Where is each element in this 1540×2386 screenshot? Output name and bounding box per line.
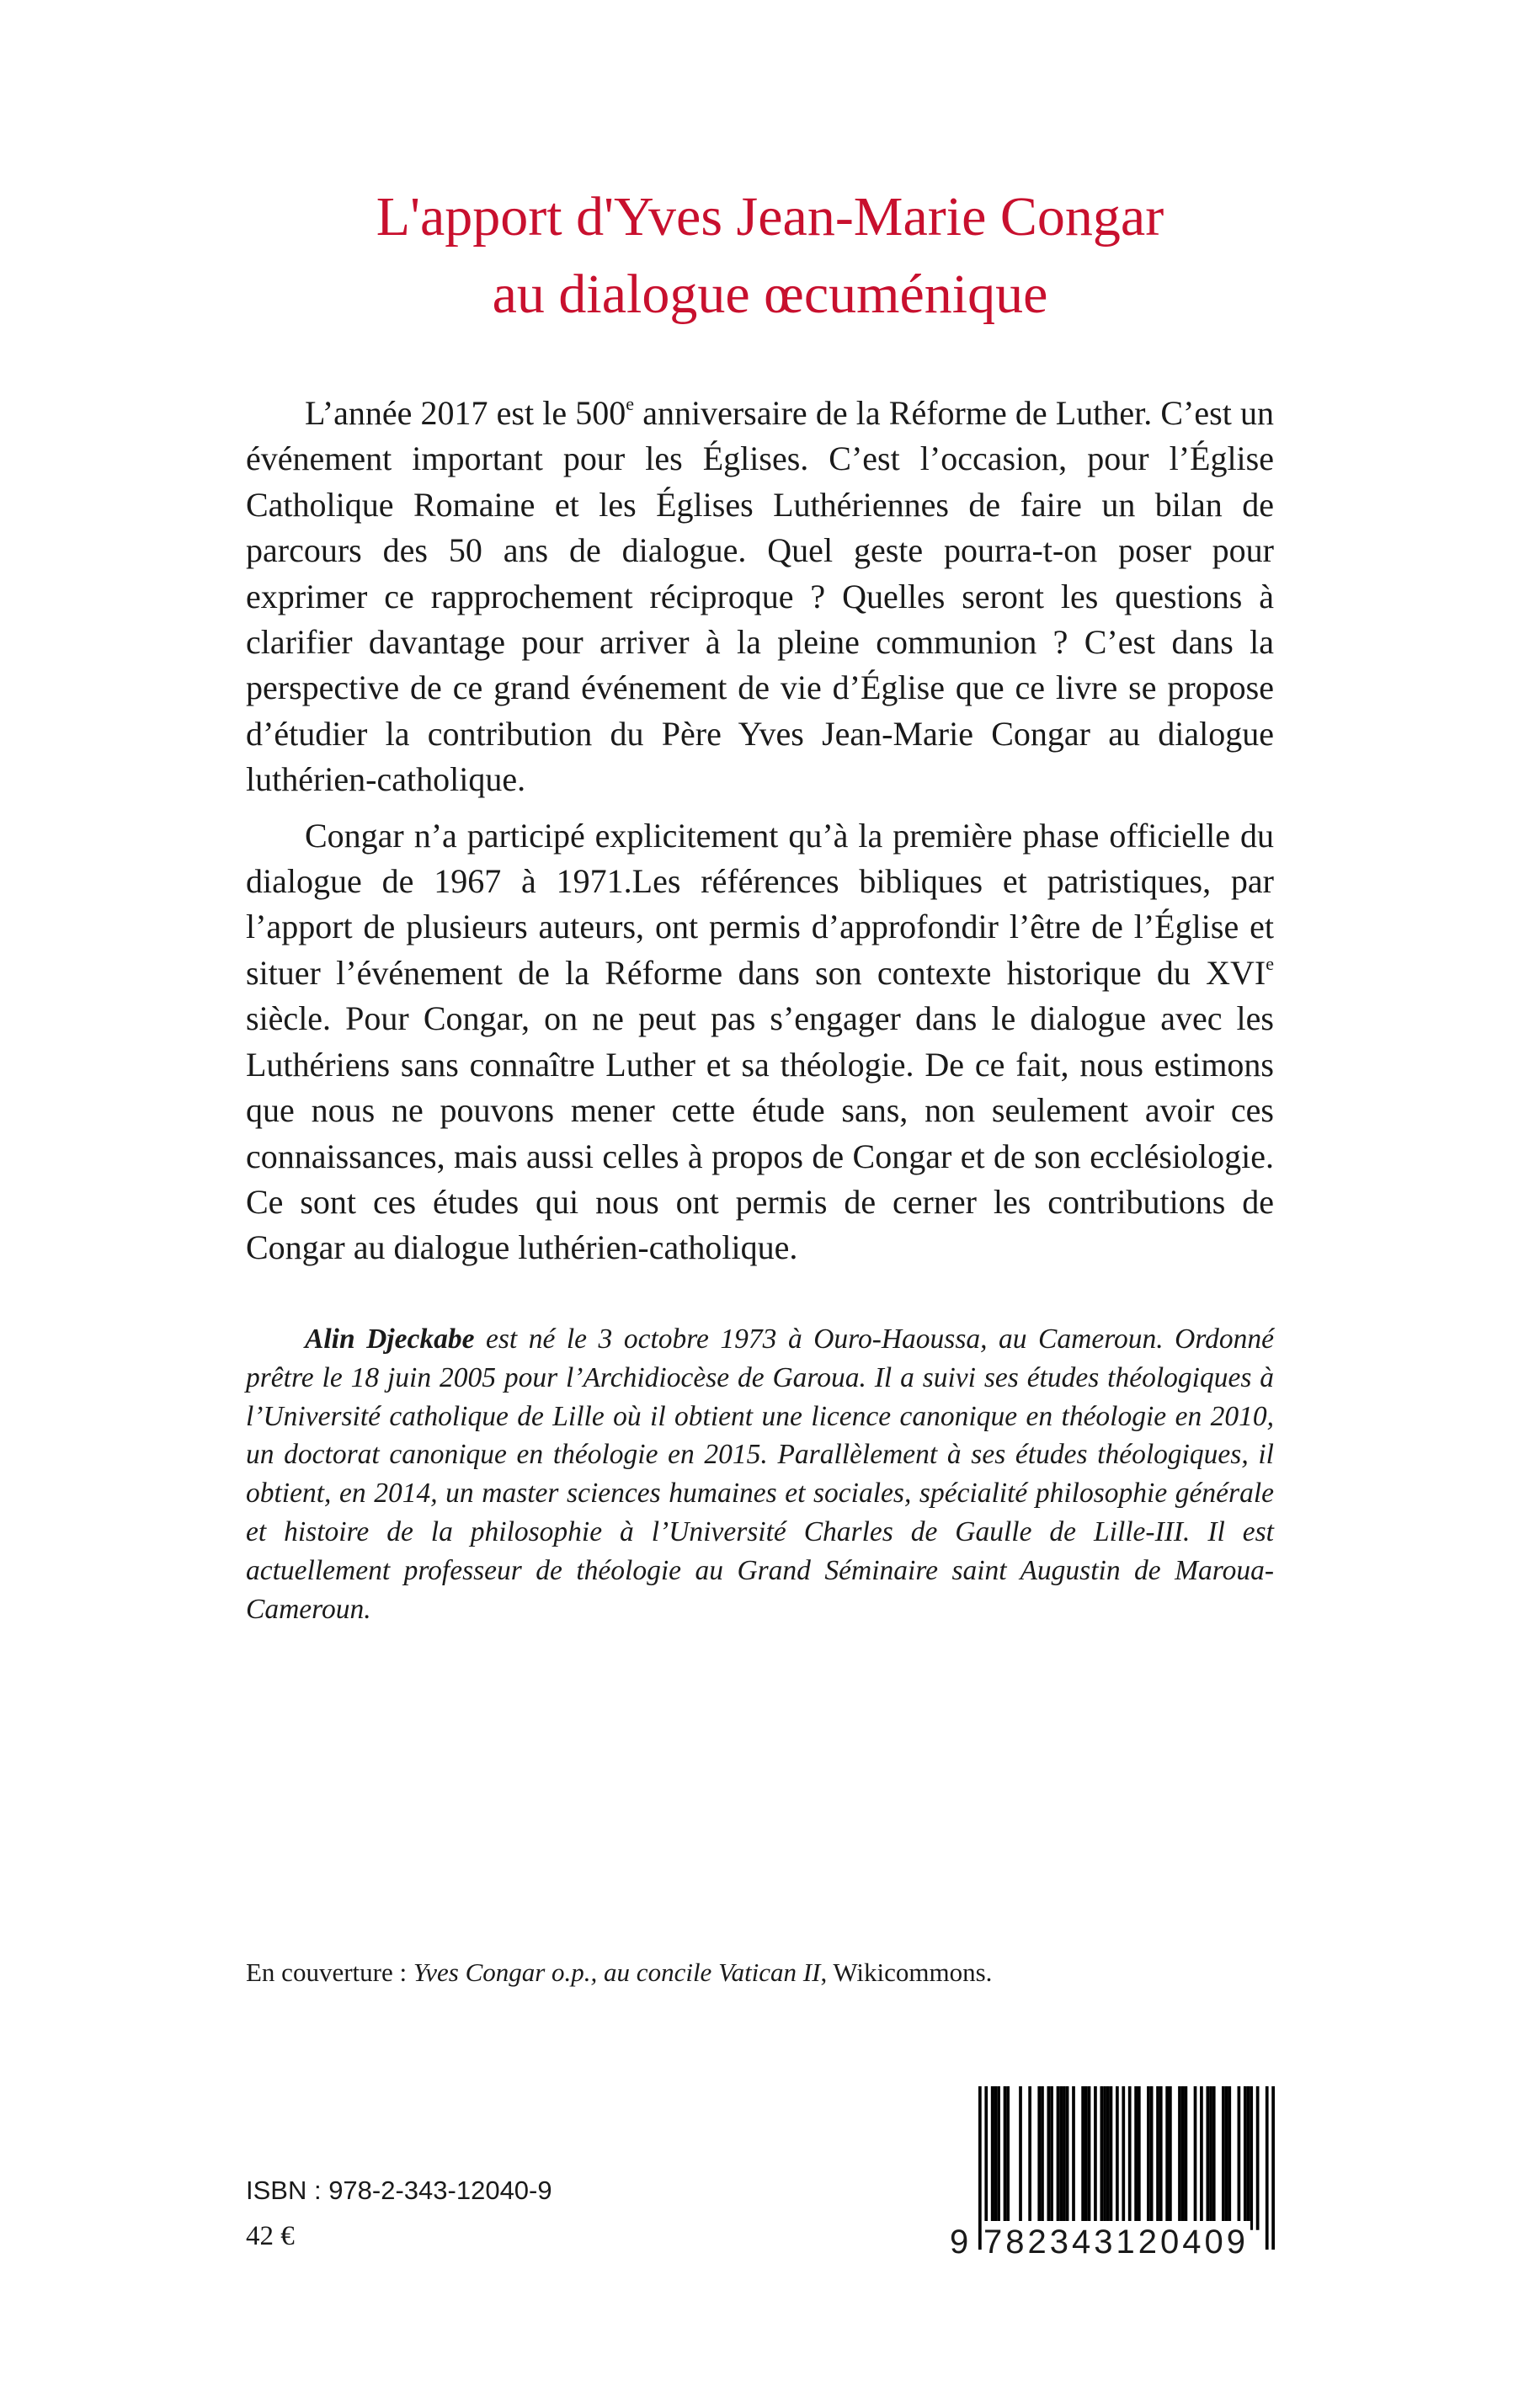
barcode-bar — [1006, 2086, 1010, 2230]
barcode-bar — [1116, 2086, 1119, 2230]
barcode-bar — [1004, 2086, 1007, 2230]
barcode-bar — [1072, 2086, 1075, 2230]
barcode-bar — [1028, 2086, 1031, 2230]
barcode-bar — [1100, 2086, 1104, 2230]
blurb-paragraph-2 — [246, 813, 1274, 1271]
barcode-bar — [1047, 2086, 1051, 2230]
barcode-bar — [1084, 2086, 1088, 2230]
book-title-line-1: L'apport d'Yves Jean-Marie Congar — [376, 186, 1164, 248]
barcode-bar — [1103, 2086, 1106, 2230]
isbn-barcode — [948, 2086, 1276, 2265]
book-title-line-2: au dialogue œcuménique — [492, 264, 1048, 325]
blurb-paragraph-1 — [246, 391, 1274, 803]
barcode-first-digit: 9 — [950, 2224, 972, 2261]
barcode-bar — [1209, 2086, 1212, 2230]
isbn: ISBN : 978-2-343-12040-9 — [246, 2176, 552, 2205]
cover-credit-suffix: , Wikicommons. — [820, 1957, 993, 1987]
blurb-p2-rest: siècle. Pour Congar, on ne peut pas s’engager dans le dialogue avec les Luthériens sans connaître Luther et sa théologie. De ce fait, nous estimons que nous ne pouvons mener cette étude sans, non seulement avoir ces connaissances, mais aussi celles à propos de Congar et de son ecclésiologie. Ce sont ces études qui nous ont permis de cerner les contributions de Congar au dialogue luthérien-catholique. — [246, 999, 1274, 1267]
barcode-bar — [1110, 2086, 1113, 2230]
barcode-bar — [1206, 2086, 1209, 2230]
barcode-bar — [1134, 2086, 1138, 2230]
ordinal-superscript: e — [626, 393, 635, 414]
author-name: Alin Djeckabe — [305, 1323, 475, 1355]
barcode-bar — [1185, 2086, 1188, 2230]
cover-credit-work: Yves Congar o.p., au concile Vatican II — [413, 1957, 821, 1987]
barcode-bar — [1178, 2086, 1181, 2230]
barcode-bar — [1147, 2086, 1150, 2230]
barcode-bar — [1088, 2086, 1091, 2230]
blurb — [246, 391, 1274, 1271]
barcode-bar — [1037, 2086, 1041, 2230]
barcode-bar — [1041, 2086, 1044, 2230]
barcode-bar — [1225, 2086, 1228, 2230]
author-bio — [246, 1320, 1274, 1628]
barcode-bar — [1156, 2086, 1159, 2230]
barcode-bar — [1050, 2086, 1053, 2230]
barcode-bar — [1244, 2086, 1247, 2230]
blurb-p1-start: L’année 2017 est le 500 — [305, 394, 626, 432]
barcode-bar — [1169, 2086, 1172, 2230]
barcode-bar — [997, 2086, 1000, 2230]
barcode-bar — [1256, 2086, 1260, 2230]
barcode-bar — [1250, 2086, 1253, 2230]
barcode-bar — [994, 2086, 998, 2230]
barcode-bar — [991, 2086, 994, 2230]
barcode-bar — [1066, 2086, 1069, 2230]
barcode-bar — [1057, 2086, 1060, 2230]
blurb-p1-rest: anniversaire de la Réforme de Luther. C’est un événement important pour les Églises. C’est l’occasion, pour l’Église Catholique Romaine et les Églises Luthériennes de faire un bilan de parcours des 50 ans de dialogue. Quel geste pourra-t-on poser pour exprimer ce rapprochement réciproque ? Quelles seront les questions à clarifier davantage pour arriver à la pleine communion ? C’est dans la perspective de ce grand événement de vie d’Église que ce livre se propose d’étudier la contribution du Père Yves Jean-Marie Congar au dialogue luthérien-catholique. — [246, 394, 1274, 799]
price: 42 € — [246, 2221, 295, 2251]
barcode-bar — [1194, 2086, 1197, 2230]
barcode-bar — [1165, 2086, 1169, 2230]
barcode-bar — [1159, 2086, 1163, 2230]
blurb-p2-start: Congar n’a participé explicitement qu’à la première phase officielle du dialogue de 1967 à 1971.Les références bibliques et patristiques, par l’apport de plusieurs auteurs, ont permis d’approfondir l’être de l’Église et situer l’événement de la Réforme dans son contexte historique du XVI — [246, 816, 1274, 992]
barcode-bar — [1247, 2086, 1250, 2230]
book-title — [0, 178, 1540, 333]
barcode-bar — [1212, 2086, 1216, 2230]
barcode-bar — [1266, 2086, 1269, 2250]
barcode-bar — [1106, 2086, 1110, 2230]
century-superscript: e — [1266, 952, 1274, 974]
barcode-bar — [1238, 2086, 1241, 2230]
barcode-bar — [1271, 2086, 1275, 2250]
barcode-bar — [1059, 2086, 1063, 2230]
barcode-bar — [1063, 2086, 1066, 2230]
barcode-bar — [1081, 2086, 1084, 2230]
cover-credit — [246, 1956, 992, 1989]
barcode-bar — [1019, 2086, 1022, 2230]
barcode-bar — [1150, 2086, 1154, 2230]
barcode-bar — [1228, 2086, 1231, 2230]
barcode-bar — [1138, 2086, 1141, 2230]
barcode-bar — [1200, 2086, 1203, 2230]
barcode-bar — [1181, 2086, 1185, 2230]
barcode-bar — [1222, 2086, 1225, 2230]
barcode-bar — [1094, 2086, 1097, 2230]
barcode-digit-string: 782343120409 — [982, 2221, 1250, 2263]
cover-credit-prefix: En couverture : — [246, 1957, 413, 1987]
author-bio-text: est né le 3 octobre 1973 à Ouro-Haoussa, au Cameroun. Ordonné prêtre le 18 juin 2005 pour l’Archidiocèse de Garoua. Il a suivi ses études théologiques à l’Université catholique de Lille où il obtient une licence canonique en théologie en 2010, un doctorat canonique en théologie en 2015. Parallèlement à ses études théologiques, il obtient, en 2014, un master sciences humaines et sociales, spécialité philosophie générale et histoire de la philosophie à l’Université Charles de Gaulle de Lille-III. Il est actuellement professeur de théologie au Grand Séminaire saint Augustin de Maroua-Cameroun. — [246, 1323, 1274, 1625]
